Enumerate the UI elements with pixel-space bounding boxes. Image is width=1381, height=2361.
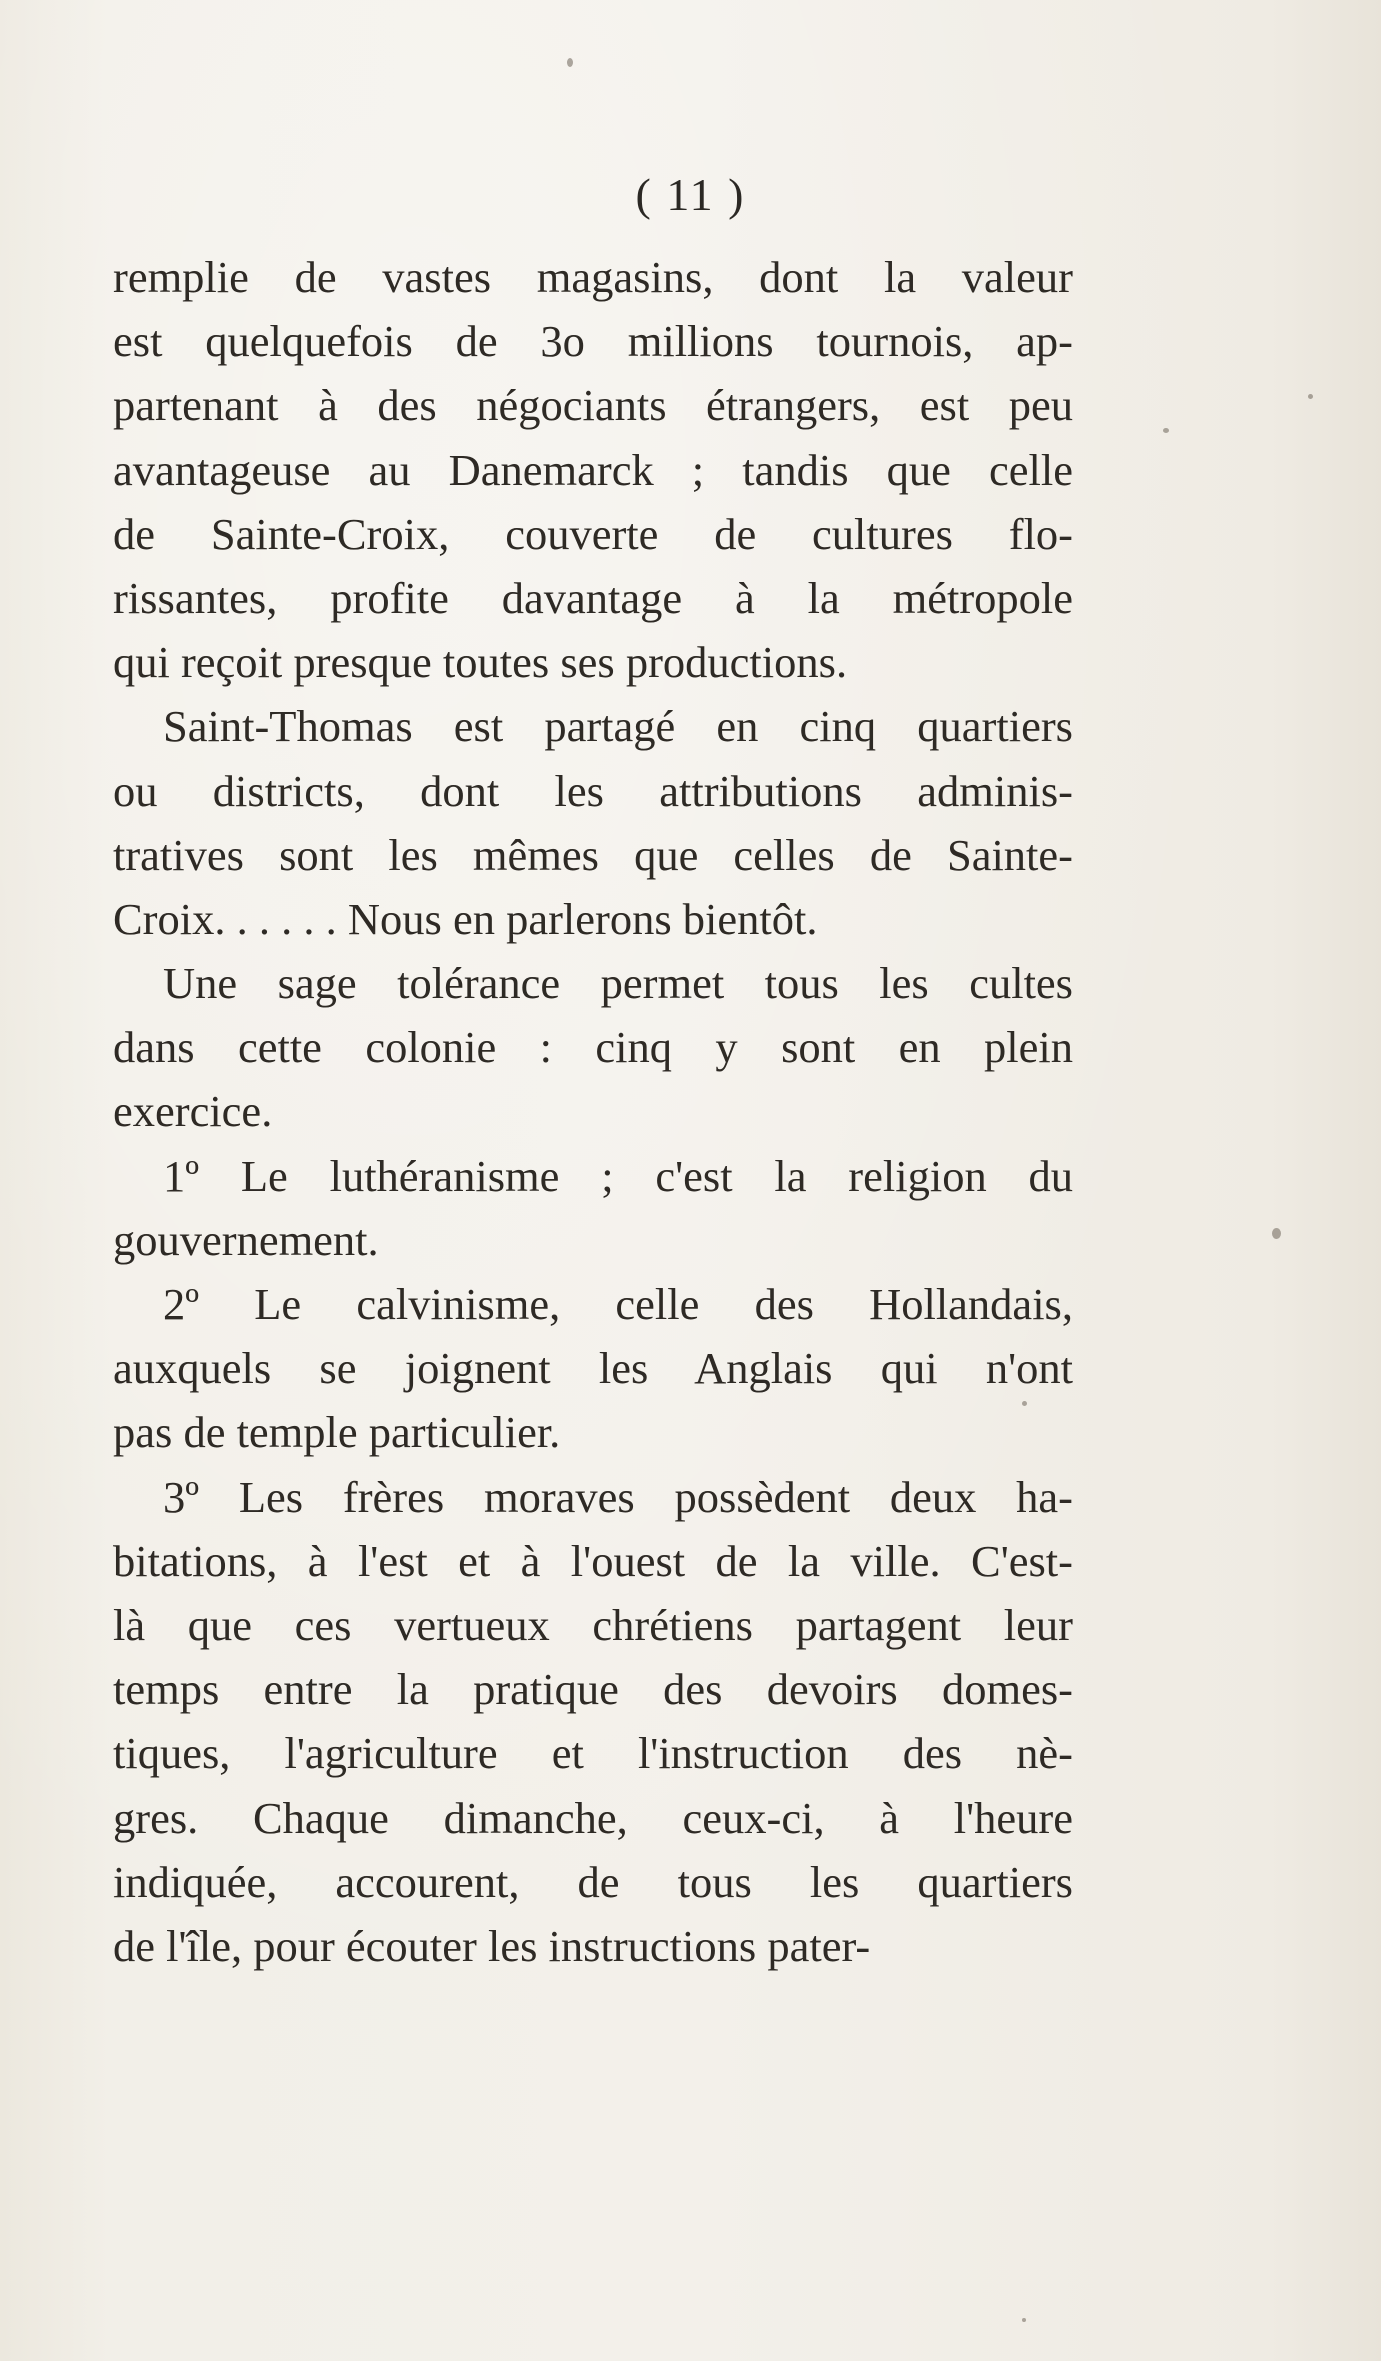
text-line: tratives sont les mêmes que celles de Sainte-	[113, 829, 1073, 880]
text-line: est quelquefois de 3o millions tournois, ap-	[113, 316, 1073, 367]
text-line: bitations, à l'est et à l'ouest de la ville. C'est-	[113, 1535, 1073, 1586]
text-line: Saint-Thomas est partagé en cinq quartiers	[163, 701, 1073, 752]
text-line: ou districts, dont les attributions adminis-	[113, 765, 1073, 816]
text-line: auxquels se joignent les Anglais qui n'ont	[113, 1343, 1073, 1394]
text-line: là que ces vertueux chrétiens partagent leur	[113, 1599, 1073, 1650]
text-line: gouvernement.	[113, 1214, 379, 1265]
paper-speck	[567, 58, 573, 67]
paper-speck	[1022, 1401, 1027, 1406]
paper-speck	[1022, 2318, 1026, 2322]
paragraph	[113, 951, 1073, 1144]
text-line: 2º Le calvinisme, celle des Hollandais,	[163, 1279, 1073, 1329]
text-line: indiquée, accourent, de tous les quartiers	[113, 1856, 1073, 1907]
text-line: rissantes, profite davantage à la métropole	[113, 572, 1073, 623]
paper-speck	[1163, 428, 1169, 433]
paragraph	[113, 245, 1073, 694]
paper-speck	[1308, 394, 1313, 399]
text-line: qui reçoit presque toutes ses productions.	[113, 637, 848, 688]
text-line: remplie de vastes magasins, dont la valeur	[113, 252, 1073, 302]
page-number: ( 11 )	[635, 169, 746, 220]
text-line: temps entre la pratique des devoirs domes-	[113, 1664, 1073, 1715]
text-line: exercice.	[113, 1086, 273, 1137]
text-line: avantageuse au Danemarck ; tandis que celle	[113, 444, 1073, 495]
body-text	[113, 245, 1073, 1978]
text-line: 1º Le luthéranisme ; c'est la religion du	[163, 1150, 1073, 1201]
text-line: de Sainte-Croix, couverte de cultures flo-	[113, 508, 1073, 559]
text-line: Croix. . . . . . Nous en parlerons bientôt.	[113, 893, 818, 944]
text-line: pas de temple particulier.	[113, 1407, 561, 1458]
text-line: de l'île, pour écouter les instructions pater-	[113, 1920, 871, 1971]
text-line: 3º Les frères moraves possèdent deux ha-	[163, 1471, 1073, 1522]
text-line: partenant à des négociants étrangers, est peu	[113, 380, 1073, 431]
text-line: dans cette colonie : cinq y sont en plein	[113, 1022, 1073, 1073]
text-line: tiques, l'agriculture et l'instruction des nè-	[113, 1728, 1073, 1779]
paragraph	[113, 1144, 1073, 1272]
paragraph	[113, 1272, 1073, 1465]
paragraph	[113, 1465, 1073, 1979]
text-line: gres. Chaque dimanche, ceux-ci, à l'heure	[113, 1792, 1073, 1843]
text-line: Une sage tolérance permet tous les cultes	[163, 958, 1073, 1009]
paragraph	[113, 694, 1073, 951]
paper-speck	[1272, 1228, 1281, 1239]
